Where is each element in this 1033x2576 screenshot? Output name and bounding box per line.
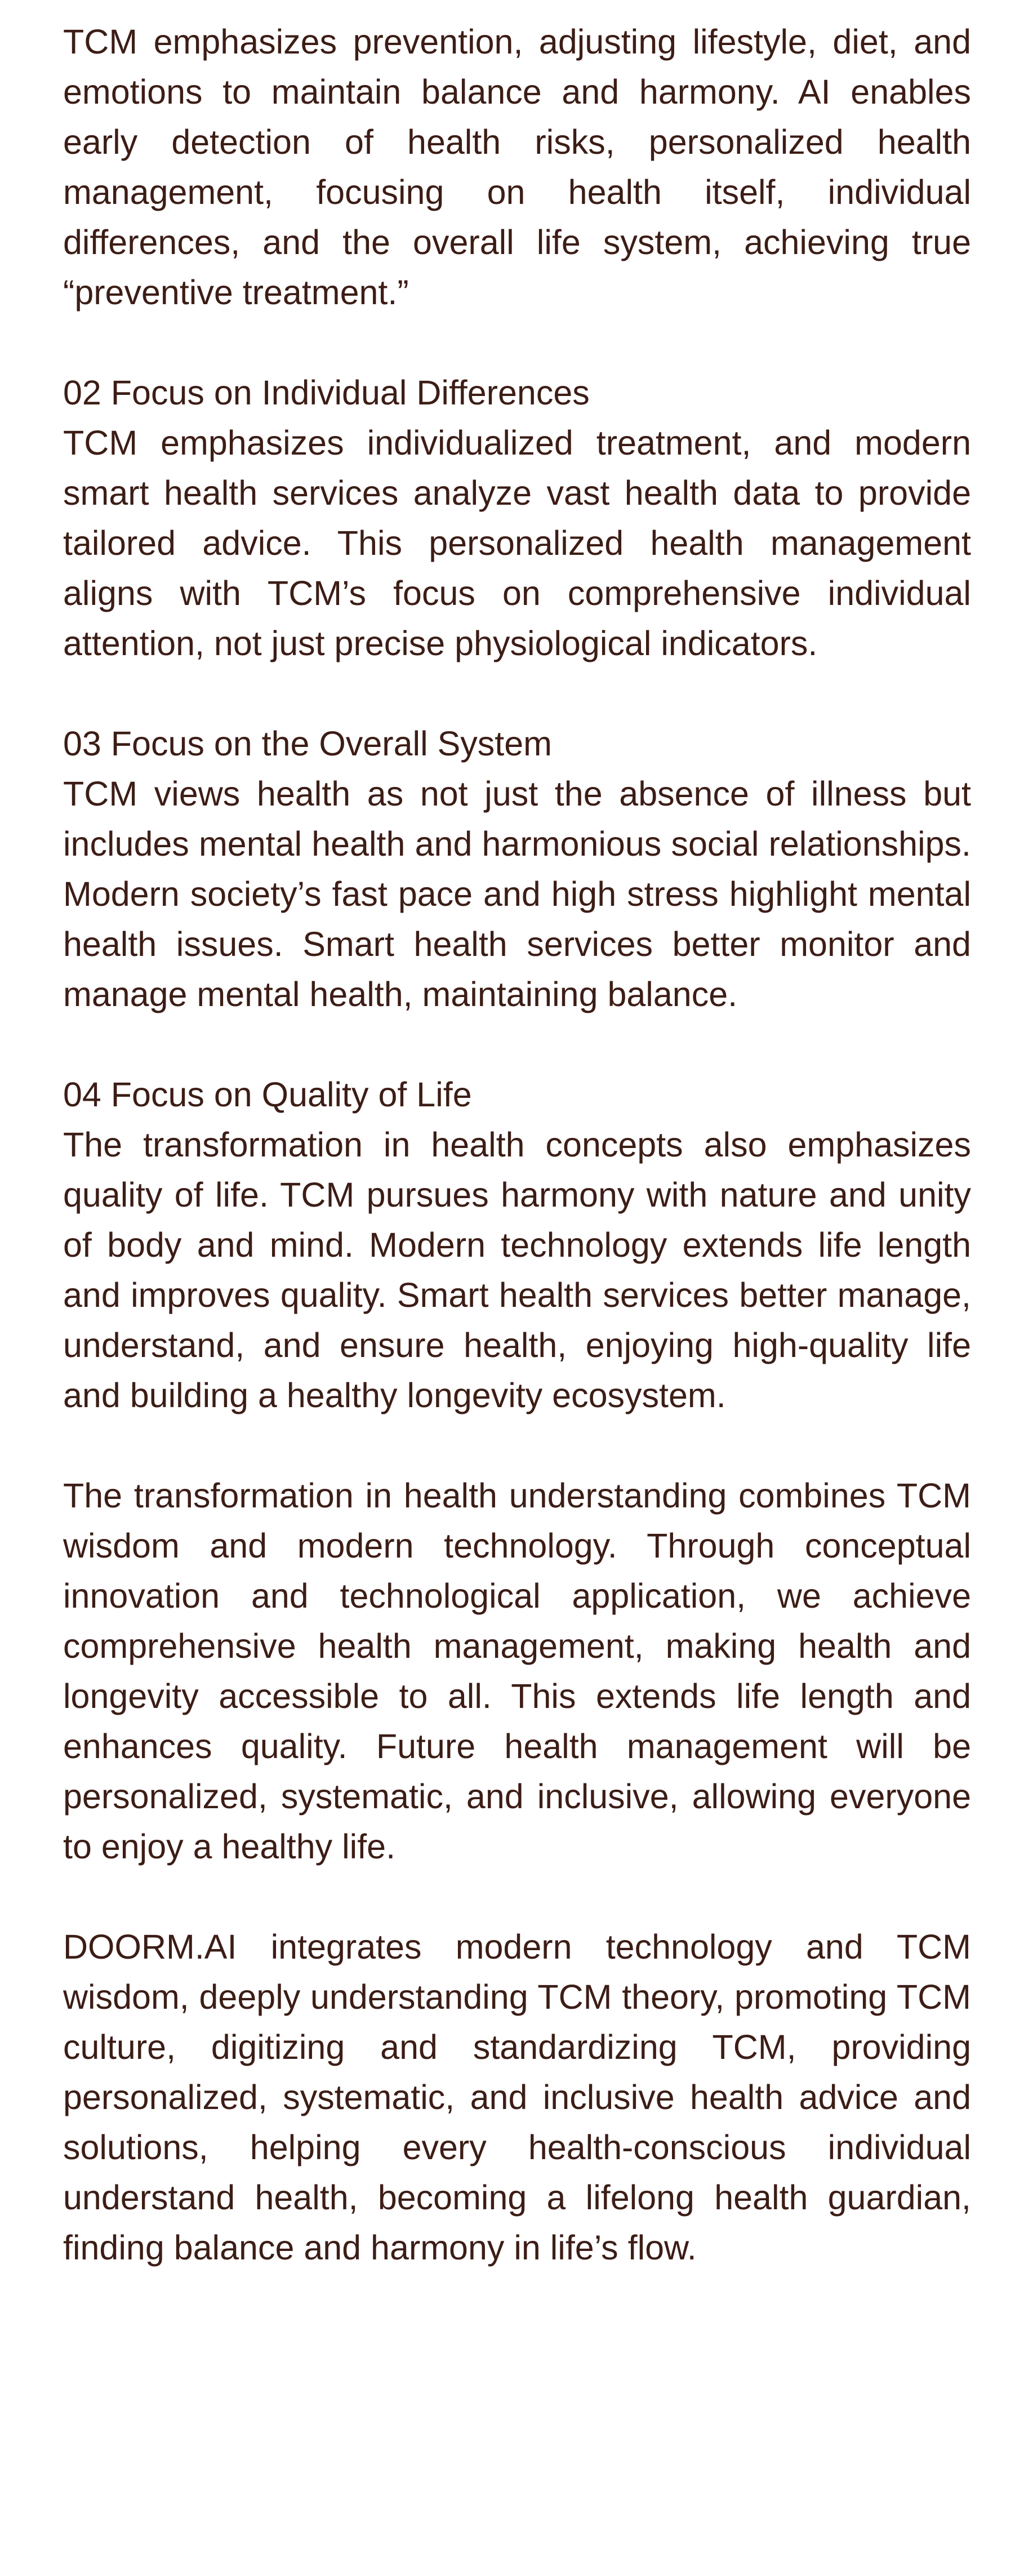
paragraph-spacer: [63, 669, 971, 719]
paragraph-spacer: [63, 318, 971, 368]
section-title-quality-of-life: 04 Focus on Quality of Life: [63, 1075, 472, 1114]
intro-paragraph: TCM emphasizes prevention, adjusting lifestyle, diet, and emotions to maintain balance and harmony. AI enables early detection of health risks, personalized health management, focusing on health itself, individual differences, and the overall life system, achieving true “preventive treatment.”: [63, 23, 971, 312]
section-title-overall-system: 03 Focus on the Overall System: [63, 724, 552, 763]
section-title-individual-differences: 02 Focus on Individual Differences: [63, 373, 590, 412]
article-body: [63, 17, 971, 2273]
company-paragraph: DOORM.AI integrates modern technology and TCM wisdom, deeply understanding TCM theory, promoting TCM culture, digitizing and standardizing TCM, providing personalized, systematic, and inclusive health advice and solutions, helping every health-conscious individual understand health, becoming a lifelong health guardian, finding balance and harmony in life’s flow.: [63, 1928, 971, 2267]
section-body-overall-system: TCM views health as not just the absence of illness but includes mental health and harmonious social relationships. Modern society’s fast pace and high stress highlight mental health issues. Smart health services better monitor and manage mental health, maintaining balance.: [63, 775, 971, 1013]
paragraph-spacer: [63, 1020, 971, 1070]
section-body-quality-of-life: The transformation in health concepts also emphasizes quality of life. TCM pursues harmony with nature and unity of body and mind. Modern technology extends life length and improves quality. Smart health services better manage, understand, and ensure health, enjoying high-quality life and building a healthy longevity ecosystem.: [63, 1125, 971, 1414]
conclusion-paragraph: The transformation in health understanding combines TCM wisdom and modern technology. Through conceptual innovation and technological application, we achieve comprehensive health management, making health and longevity accessible to all. This extends life length and enhances quality. Future health management will be personalized, systematic, and inclusive, allowing everyone to enjoy a healthy life.: [63, 1476, 971, 1866]
section-body-individual-differences: TCM emphasizes individualized treatment, and modern smart health services analyze vast health data to provide tailored advice. This personalized health management aligns with TCM’s focus on comprehensive individual attention, not just precise physiological indicators.: [63, 424, 971, 662]
paragraph-spacer: [63, 1872, 971, 1922]
paragraph-spacer: [63, 1421, 971, 1471]
